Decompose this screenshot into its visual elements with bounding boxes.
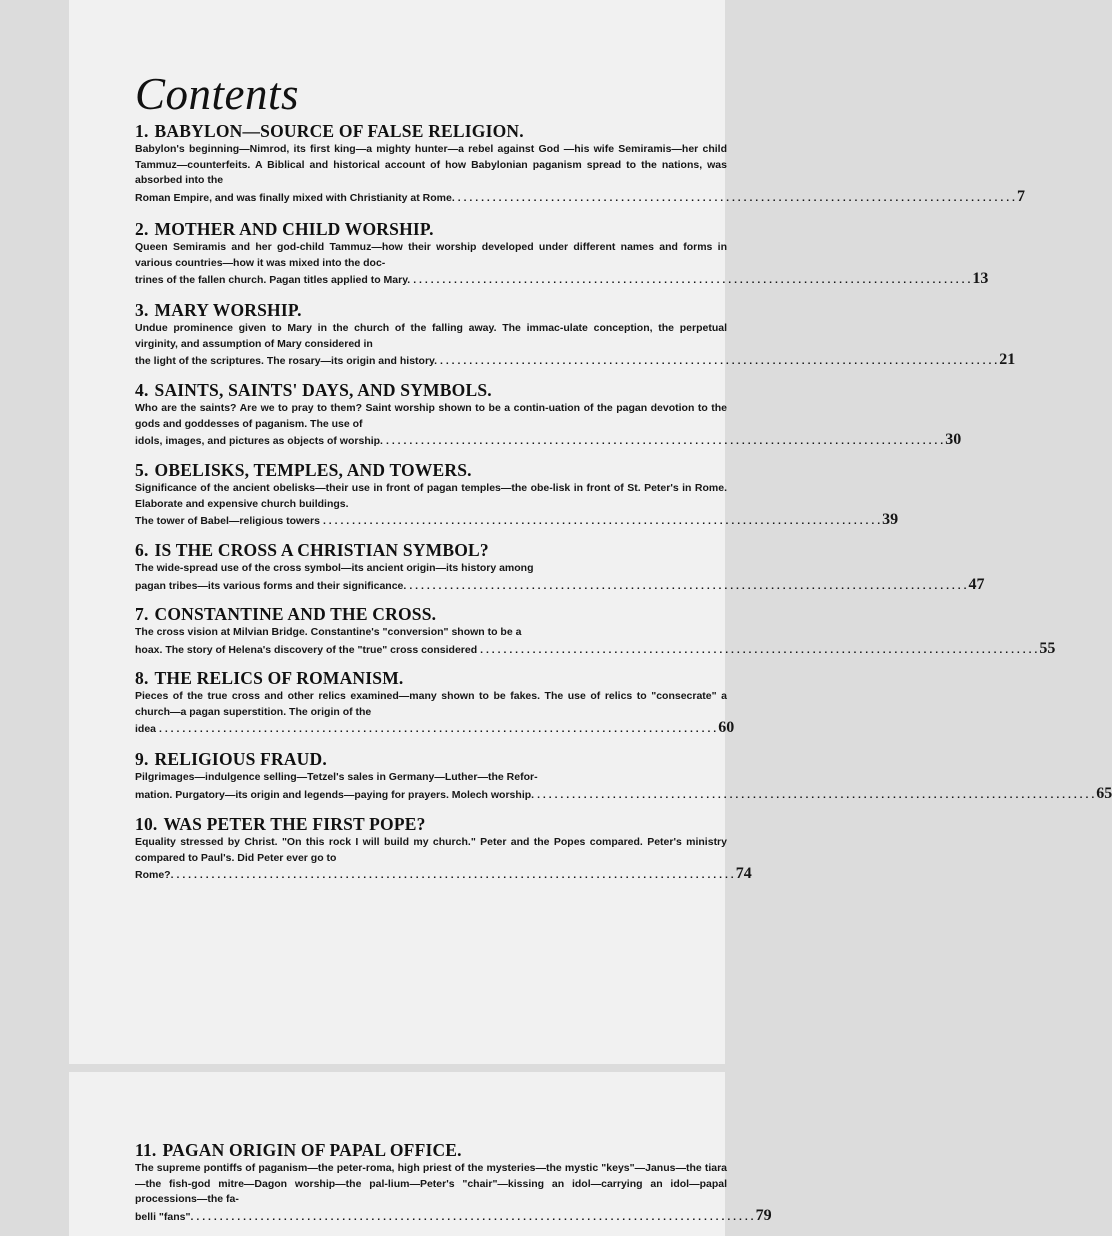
- entry-description-last: idea: [135, 723, 157, 735]
- entry-number: 6.: [135, 540, 149, 560]
- entry-description-last: the light of the scriptures. The rosary—its origin and history.: [135, 355, 438, 367]
- entry-title-text: WAS PETER THE FIRST POPE?: [163, 814, 426, 834]
- entry-page-number: 21: [999, 351, 1016, 368]
- toc-entry-8[interactable]: [135, 668, 735, 738]
- entry-description: [135, 561, 985, 594]
- entry-last-line: [135, 270, 989, 289]
- entry-page-number: 39: [882, 511, 899, 528]
- toc-entry-3[interactable]: [135, 300, 1016, 370]
- dot-leader: [440, 354, 997, 370]
- toc-entry-11[interactable]: [135, 1140, 772, 1225]
- entry-last-line: [135, 511, 899, 530]
- entry-last-line: [135, 351, 1016, 370]
- entry-number: 9.: [135, 749, 149, 769]
- entry-number: 8.: [135, 668, 149, 688]
- contents-heading: Contents: [135, 69, 300, 119]
- entry-title: [135, 604, 727, 624]
- entry-last-line: [135, 865, 752, 884]
- entry-title-text: BABYLON—SOURCE OF FALSE RELIGION.: [154, 121, 524, 141]
- entry-number: 2.: [135, 219, 149, 239]
- entry-description: [135, 401, 962, 450]
- entry-description: [135, 1161, 772, 1225]
- entry-number: 4.: [135, 380, 149, 400]
- entry-description-last: pagan tribes—its various forms and their significance.: [135, 579, 407, 592]
- toc-entry-9[interactable]: [135, 749, 1112, 803]
- entry-last-line: [135, 639, 1056, 659]
- document-page-1: [69, 0, 1112, 1064]
- entry-title-text: THE RELICS OF ROMANISM.: [154, 668, 404, 688]
- dot-leader: [386, 434, 943, 450]
- entry-description: [135, 689, 735, 738]
- entry-description-last: Rome?.: [135, 869, 174, 881]
- entry-description-last: hoax. The story of Helena's discovery of the "true" cross considered: [135, 643, 478, 656]
- entry-page-number: 7: [1016, 187, 1025, 205]
- entry-description-last: trines of the fallen church. Pagan titles applied to Mary.: [135, 274, 411, 286]
- entry-description: [135, 625, 1056, 658]
- entry-title-text: MARY WORSHIP.: [154, 300, 302, 320]
- entry-title: [135, 300, 727, 320]
- entry-title: [135, 814, 727, 834]
- entry-description-last: The tower of Babel—religious towers: [135, 515, 320, 527]
- entry-description-text: Equality stressed by Christ. "On this rock I will build my church." Peter and the Popes compared. Peter's ministry compared to Paul's. Did Peter ever go to: [135, 836, 727, 864]
- dot-leader: [177, 868, 734, 884]
- entry-page-number: 30: [945, 431, 962, 448]
- entry-description-last: Roman Empire, and was finally mixed with Christianity at Rome.: [135, 191, 455, 204]
- entry-description: [135, 835, 752, 884]
- entry-description-text: Babylon's beginning—Nimrod, its first king—a mighty hunter—a rebel against God —his wife Semiramis—her child Tammuz—counterfeits. A Biblical and historical account of how Babylonian paganism spread to the nations, was absorbed into the: [135, 143, 727, 186]
- entry-description-last: idols, images, and pictures as objects of worship.: [135, 435, 383, 447]
- entry-description-last: mation. Purgatory—its origin and legends—paying for prayers. Molech worship.: [135, 788, 535, 801]
- entry-description-text: Significance of the ancient obelisks—their use in front of pagan temples—the obe-lisk in front of St. Peter's in Rome. Elaborate and expensive church buildings.: [135, 482, 727, 510]
- entry-description: [135, 321, 1016, 370]
- entry-page-number: 47: [968, 575, 985, 593]
- entry-title-text: IS THE CROSS A CHRISTIAN SYMBOL?: [154, 540, 489, 560]
- entry-last-line: [135, 719, 735, 738]
- entry-description: [135, 142, 1025, 206]
- entry-description: [135, 240, 989, 289]
- entry-title-text: OBELISKS, TEMPLES, AND TOWERS.: [154, 460, 472, 480]
- entry-description-text: Pieces of the true cross and other relics examined—many shown to be fakes. The use of relics to "consecrate" a church—a pagan superstition. The origin of the: [135, 690, 727, 718]
- toc-entry-10[interactable]: [135, 814, 752, 884]
- entry-title-text: RELIGIOUS FRAUD.: [154, 749, 327, 769]
- entry-number: 5.: [135, 460, 149, 480]
- entry-description-text: Pilgrimages—indulgence selling—Tetzel's sales in Germany—Luther—the Refor-: [135, 771, 538, 783]
- dot-leader: [480, 643, 1037, 659]
- entry-page-number: 13: [972, 270, 989, 287]
- entry-description-text: The cross vision at Milvian Bridge. Constantine's "conversion" shown to be a: [135, 626, 522, 638]
- dot-leader: [458, 191, 1015, 207]
- entry-page-number: 65: [1096, 784, 1112, 802]
- dot-leader: [159, 722, 716, 738]
- entry-title-text: MOTHER AND CHILD WORSHIP.: [154, 219, 434, 239]
- entry-last-line: [135, 431, 962, 450]
- entry-last-line: [135, 187, 1025, 207]
- entry-title: [135, 540, 727, 560]
- toc-entry-7[interactable]: [135, 604, 1056, 658]
- entry-number: 11.: [135, 1140, 157, 1160]
- dot-leader: [196, 1210, 753, 1226]
- toc-entry-6[interactable]: [135, 540, 985, 594]
- entry-number: 3.: [135, 300, 149, 320]
- entry-title: [135, 380, 727, 400]
- entry-description-text: Undue prominence given to Mary in the church of the falling away. The immac-ulate conception, the perpetual virginity, and assumption of Mary considered in: [135, 322, 727, 350]
- toc-entry-5[interactable]: [135, 460, 899, 530]
- entry-description-text: The supreme pontiffs of paganism—the peter-roma, high priest of the mysteries—the mystic "keys"—Janus—the tiara—the fish-god mitre—Dagon worship—the pal-lium—Peter's "chair"—kissing an idol—carrying an idol—papal processions—the fa-: [135, 1162, 727, 1205]
- dot-leader: [323, 514, 880, 530]
- entry-title: [135, 1140, 727, 1160]
- entry-description-text: The wide-spread use of the cross symbol—its ancient origin—its history among: [135, 562, 534, 574]
- dot-leader: [413, 273, 970, 289]
- entry-page-number: 74: [735, 865, 752, 882]
- entry-title: [135, 668, 727, 688]
- entry-title-text: SAINTS, SAINTS' DAYS, AND SYMBOLS.: [154, 380, 492, 400]
- entry-last-line: [135, 784, 1112, 804]
- entry-last-line: [135, 575, 985, 595]
- entry-title: [135, 460, 727, 480]
- entry-title: [135, 749, 727, 769]
- toc-entry-1[interactable]: [135, 121, 1025, 206]
- entry-number: 1.: [135, 121, 149, 141]
- entry-description: [135, 770, 1112, 803]
- entry-title: [135, 121, 727, 141]
- entry-title-text: CONSTANTINE AND THE CROSS.: [154, 604, 437, 624]
- entry-description-text: Who are the saints? Are we to pray to them? Saint worship shown to be a contin-uation of the pagan devotion to the gods and goddesses of paganism. The use of: [135, 402, 727, 430]
- entry-title: [135, 219, 727, 239]
- entry-page-number: 55: [1039, 639, 1056, 657]
- toc-entry-4[interactable]: [135, 380, 962, 450]
- entry-description-last: belli "fans".: [135, 1210, 194, 1223]
- entry-number: 10.: [135, 814, 158, 834]
- dot-leader: [409, 579, 966, 595]
- entry-title-text: PAGAN ORIGIN OF PAPAL OFFICE.: [162, 1140, 462, 1160]
- toc-entry-2[interactable]: [135, 219, 989, 289]
- dot-leader: [537, 788, 1094, 804]
- document-page-2: [69, 1072, 772, 1236]
- entry-description-text: Queen Semiramis and her god-child Tammuz—how their worship developed under different names and forms in various countries—how it was mixed into the doc-: [135, 241, 727, 269]
- entry-page-number: 60: [718, 719, 735, 736]
- entry-last-line: [135, 1206, 772, 1226]
- entry-page-number: 79: [755, 1206, 772, 1224]
- entry-number: 7.: [135, 604, 149, 624]
- entry-description: [135, 481, 899, 530]
